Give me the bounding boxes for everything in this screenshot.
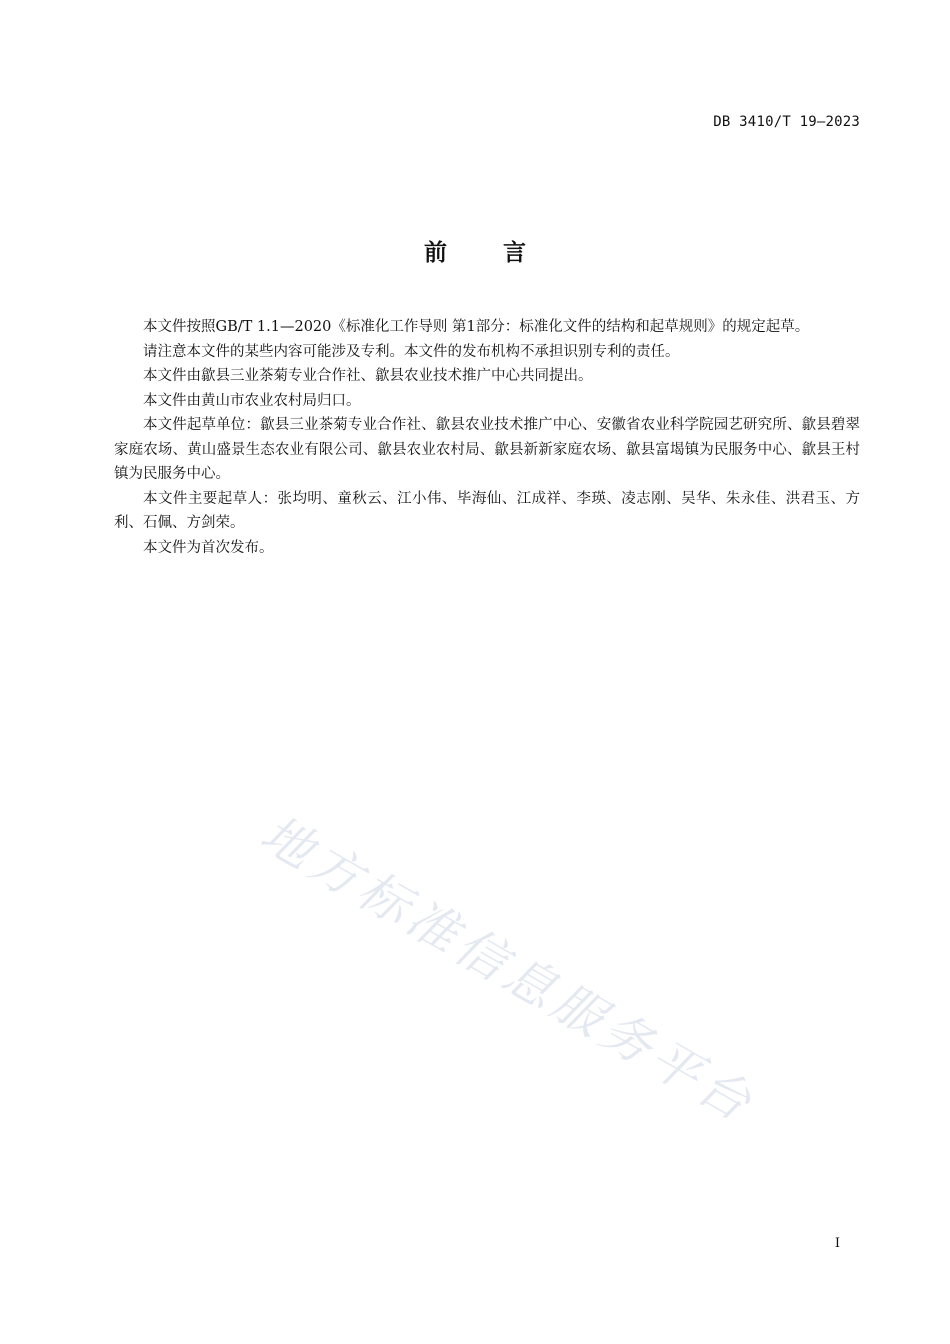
page-number: I [834, 1236, 840, 1251]
watermark: 地方标准信息服务平台 [251, 804, 765, 1135]
paragraph-drafting-units: 本文件起草单位：歙县三业茶菊专业合作社、歙县农业技术推广中心、安徽省农业科学院园艺研究所、歙县碧翠家庭农场、黄山盛景生态农业有限公司、歙县农业农村局、歙县新新家庭农场、歙县富堨镇为民服务中心、歙县王村镇为民服务中心。 [114, 417, 860, 482]
paragraph-first-release: 本文件为首次发布。 [143, 539, 274, 556]
document-id: DB 3410/T 19—2023 [713, 114, 860, 130]
paragraph-main-drafters: 本文件主要起草人：张均明、童秋云、江小伟、毕海仙、江成祥、李瑛、凌志刚、吴华、朱永佳、洪君玉、方利、石佩、方剑荣。 [114, 490, 860, 531]
paragraph-proposer: 本文件由歙县三业茶菊专业合作社、歙县农业技术推广中心共同提出。 [143, 368, 593, 384]
preface-body [114, 315, 860, 560]
page-title: 前言 [424, 240, 582, 266]
paragraph-drafting-rules: 本文件按照GB/T 1.1—2020《标准化工作导则 第1部分：标准化文件的结构和起草规则》的规定起草。 [143, 319, 810, 335]
paragraph-patent-notice: 请注意本文件的某些内容可能涉及专利。本文件的发布机构不承担识别专利的责任。 [143, 343, 680, 360]
paragraph-centralized-unit: 本文件由黄山市农业农村局归口。 [143, 392, 361, 409]
